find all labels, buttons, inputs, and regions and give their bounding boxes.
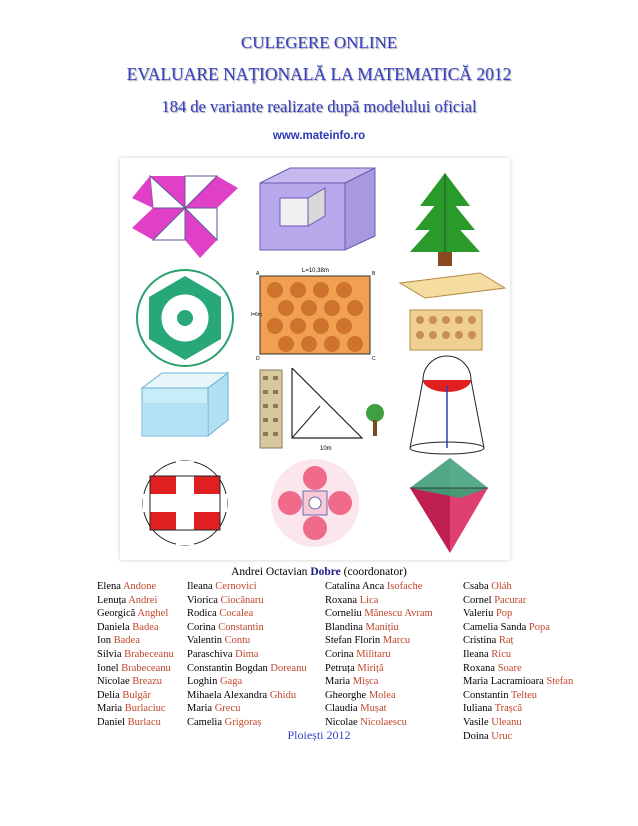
author-first-name: Claudia — [325, 703, 358, 715]
author-entry — [325, 607, 433, 621]
author-entry — [187, 634, 307, 648]
cross-pattern-figure — [271, 459, 359, 547]
author-entry — [463, 662, 573, 676]
author-first-name: Camelia — [187, 716, 222, 728]
author-entry — [325, 662, 433, 676]
author-last-name: Soare — [497, 662, 522, 674]
author-last-name: Lica — [359, 594, 379, 606]
hexagon-tiling-figure — [251, 268, 376, 362]
author-last-name: Nicolaescu — [360, 716, 407, 728]
author-last-name: Cocalea — [219, 608, 254, 620]
author-first-name: Ileana — [187, 581, 213, 592]
corner-d-label: D — [256, 356, 260, 362]
aquarium-figure — [142, 373, 228, 436]
author-first-name: Delia — [97, 689, 120, 701]
coordinator-name: Andrei Octavian — [231, 566, 308, 578]
author-entry — [325, 702, 433, 716]
author-last-name: Burlaciuc — [124, 703, 166, 715]
author-entry — [187, 689, 307, 703]
author-last-name: Gaga — [219, 676, 243, 688]
author-last-name: Manițiu — [365, 621, 399, 633]
author-entry — [463, 607, 573, 621]
author-entry — [97, 662, 174, 676]
author-last-name: Brabeceanu — [121, 662, 171, 674]
tree-figure — [410, 173, 480, 266]
author-entry — [463, 594, 573, 608]
author-first-name: Daniel — [97, 716, 125, 728]
author-last-name: Uleanu — [491, 716, 522, 728]
author-first-name: Doina — [463, 730, 489, 742]
bipyramid-figure — [410, 458, 488, 553]
author-last-name: Oláh — [491, 581, 512, 592]
author-last-name: Bulgăr — [122, 689, 151, 701]
collage-svg — [120, 158, 510, 560]
coordinator — [0, 566, 638, 578]
author-entry — [97, 634, 174, 648]
corner-a-label: A — [256, 271, 260, 277]
figures-collage — [120, 158, 510, 560]
author-first-name: Gheorghe — [325, 689, 367, 701]
author-first-name: Catalina Anca — [325, 581, 385, 592]
author-entry — [187, 648, 307, 662]
author-first-name: Corina — [325, 648, 354, 660]
authors-column-4 — [463, 580, 573, 743]
cone-figure — [410, 356, 484, 454]
author-last-name: Isofache — [386, 581, 423, 592]
building-figure — [260, 368, 384, 452]
pinwheel-figure — [132, 176, 238, 258]
tower-label: 10m — [320, 446, 332, 452]
author-first-name: Ion — [97, 635, 111, 647]
author-entry — [463, 648, 573, 662]
author-first-name: Valeriu — [463, 608, 494, 620]
author-first-name: Csaba — [463, 581, 489, 592]
author-first-name: Maria — [187, 703, 213, 715]
author-first-name: Ileana — [463, 648, 489, 660]
author-entry — [463, 689, 573, 703]
authors-column-2 — [187, 580, 307, 730]
author-first-name: Paraschiva — [187, 648, 233, 660]
author-entry — [97, 648, 174, 662]
author-first-name: Maria — [97, 703, 123, 715]
authors-column-3 — [325, 580, 433, 730]
author-last-name: Grigoraș — [224, 716, 262, 728]
author-first-name: Corneliu — [325, 608, 362, 620]
author-last-name: Marcu — [382, 635, 411, 647]
author-first-name: Roxana — [325, 594, 358, 606]
author-entry — [463, 580, 573, 594]
author-entry — [97, 675, 174, 689]
author-entry — [463, 702, 573, 716]
author-entry — [325, 621, 433, 635]
author-last-name: Dima — [235, 648, 259, 660]
author-last-name: Stefan — [546, 676, 574, 688]
author-entry — [187, 594, 307, 608]
coordinator-role: (coordonator) — [343, 566, 407, 578]
author-last-name: Brabeceanu — [124, 648, 174, 660]
author-last-name: Burlacu — [127, 716, 161, 728]
author-last-name: Ghidu — [269, 689, 297, 701]
author-last-name: Andone — [122, 581, 157, 592]
author-last-name: Mușat — [360, 703, 387, 715]
author-entry — [97, 702, 174, 716]
author-entry — [187, 621, 307, 635]
author-first-name: Mihaela Alexandra — [187, 689, 268, 701]
author-entry — [97, 580, 174, 594]
author-entry — [463, 675, 573, 689]
author-last-name: Cernovici — [215, 581, 257, 592]
prism-figure — [260, 168, 375, 250]
author-first-name: Roxana — [463, 662, 496, 674]
author-last-name: Ciocănaru — [220, 594, 264, 606]
coordinator-surname: Dobre — [310, 566, 341, 578]
author-first-name: Rodica — [187, 608, 217, 620]
author-entry — [187, 662, 307, 676]
length-label: L=10,38m — [302, 268, 329, 274]
author-last-name: Pacurar — [494, 594, 527, 606]
author-entry — [463, 621, 573, 635]
author-entry — [463, 634, 573, 648]
author-last-name: Andrei — [128, 594, 158, 606]
author-entry — [325, 634, 433, 648]
author-last-name: Mișca — [352, 676, 379, 688]
author-entry — [97, 607, 174, 621]
author-last-name: Breazu — [132, 676, 163, 688]
author-first-name: Silvia — [97, 648, 122, 660]
author-first-name: Nicolae — [97, 676, 130, 688]
egg-box-figure — [400, 273, 505, 350]
height-label: l=6m — [251, 312, 262, 318]
circle-hexagon-figure — [137, 270, 233, 366]
author-first-name: Valentin — [187, 635, 222, 647]
footer-place: Ploiești 2012 — [287, 728, 351, 742]
author-last-name: Uruc — [491, 730, 513, 742]
author-entry — [187, 607, 307, 621]
author-entry — [187, 675, 307, 689]
author-last-name: Badea — [132, 621, 159, 633]
author-first-name: Viorica — [187, 594, 218, 606]
author-first-name: Nicolae — [325, 716, 358, 728]
author-entry — [97, 594, 174, 608]
author-entry — [187, 702, 307, 716]
author-last-name: Mănescu Avram — [364, 608, 433, 620]
author-entry — [325, 689, 433, 703]
author-entry — [325, 675, 433, 689]
author-last-name: Pop — [495, 608, 513, 620]
author-entry — [97, 621, 174, 635]
author-entry — [325, 594, 433, 608]
author-last-name: Anghel — [137, 608, 169, 620]
corner-c-label: C — [372, 356, 376, 362]
author-last-name: Raț — [498, 635, 514, 647]
author-last-name: Telteu — [510, 689, 538, 701]
author-entry — [325, 580, 433, 594]
author-first-name: Maria — [325, 676, 351, 688]
author-last-name: Badea — [113, 635, 140, 647]
author-last-name: Trașcă — [494, 703, 523, 715]
author-last-name: Molea — [368, 689, 396, 701]
author-entry — [97, 689, 174, 703]
author-last-name: Miriță — [357, 662, 384, 674]
author-first-name: Cornel — [463, 594, 492, 606]
author-last-name: Ricu — [491, 648, 512, 660]
author-first-name: Stefan Florin — [325, 635, 381, 647]
title-line-1: CULEGERE ONLINE — [240, 33, 398, 52]
author-first-name: Daniela — [97, 621, 130, 633]
author-first-name: Maria Lacramioara — [463, 676, 544, 688]
author-first-name: Loghin — [187, 676, 218, 688]
author-first-name: Camelia Sanda — [463, 621, 527, 633]
author-first-name: Georgică — [97, 608, 136, 620]
author-first-name: Blandina — [325, 621, 363, 633]
author-last-name: Doreanu — [270, 662, 307, 674]
author-first-name: Iuliana — [463, 703, 493, 715]
author-last-name: Militaru — [356, 648, 391, 660]
authors-column-1 — [97, 580, 174, 730]
author-first-name: Vasile — [463, 716, 489, 728]
author-first-name: Elena — [97, 581, 121, 592]
author-first-name: Lenuța — [97, 594, 127, 606]
author-entry — [187, 580, 307, 594]
author-last-name: Contu — [224, 635, 251, 647]
title-line-3: 184 de variante realizate după modelului oficial — [161, 97, 477, 116]
author-last-name: Grecu — [214, 703, 241, 715]
title-line-2: EVALUARE NAȚIONALĂ LA MATEMATICĂ 2012 — [126, 64, 512, 84]
author-last-name: Popa — [528, 621, 550, 633]
author-last-name: Constantin — [218, 621, 264, 633]
cross-circle-figure — [143, 461, 227, 545]
corner-b-label: B — [372, 271, 376, 277]
author-first-name: Constantin Bogdan — [187, 662, 268, 674]
author-entry — [325, 648, 433, 662]
author-first-name: Ionel — [97, 662, 119, 674]
author-first-name: Cristina — [463, 635, 497, 647]
author-first-name: Constantin — [463, 689, 509, 701]
author-first-name: Petruța — [325, 662, 355, 674]
website-link[interactable]: www.mateinfo.ro — [272, 130, 366, 142]
author-first-name: Corina — [187, 621, 216, 633]
